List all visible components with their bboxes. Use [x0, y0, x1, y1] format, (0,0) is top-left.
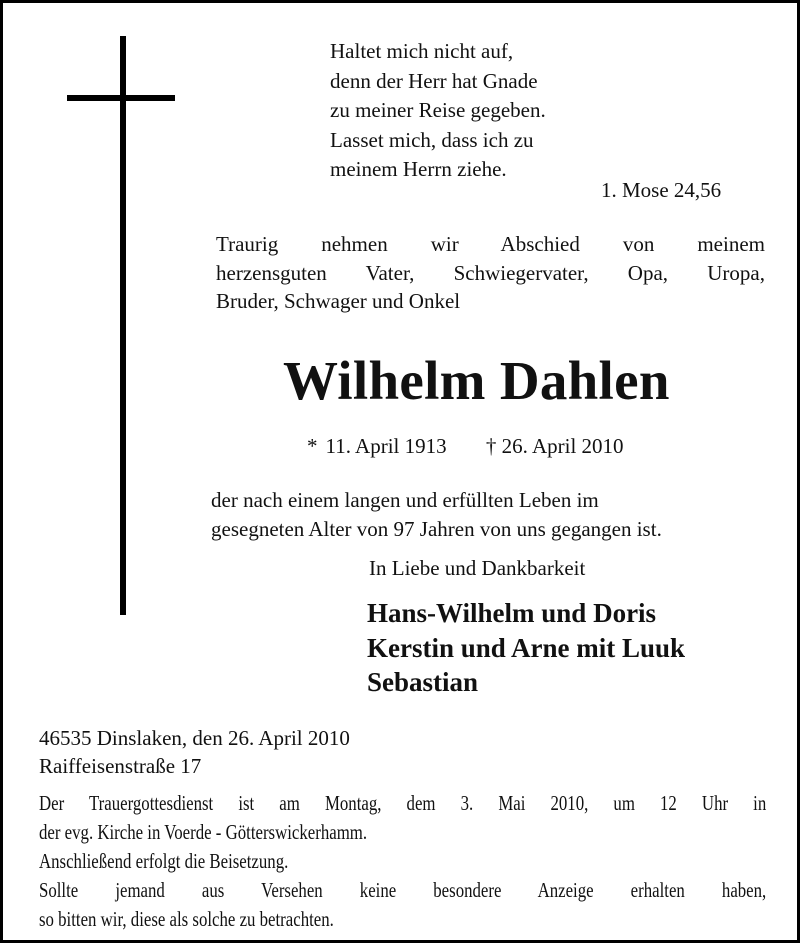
life-text [211, 486, 662, 543]
closing-phrase: In Liebe und Dankbarkeit [369, 556, 586, 580]
verse-line: Lasset mich, dass ich zu [330, 127, 534, 152]
cross-horizontal-bar [67, 95, 175, 101]
verse-reference: 1. Mose 24,56 [601, 178, 722, 202]
death-date: 26. April 2010 [501, 434, 624, 458]
address-block [39, 724, 350, 780]
birth-date: 11. April 1913 [325, 434, 447, 458]
bible-verse [330, 37, 546, 185]
service-info [39, 789, 766, 934]
intro-line: Bruder, Schwager und Onkel [216, 289, 461, 313]
cross-vertical-bar [120, 36, 126, 615]
place-date: 46535 Dinslaken, den 26. April 2010 [39, 726, 350, 750]
mourner-line: Hans-Wilhelm und Doris [367, 598, 657, 628]
service-line: Sollte jemand aus Versehen keine besondere Anzeige erhalten haben, [39, 878, 767, 902]
verse-line: zu meiner Reise gegeben. [330, 98, 546, 122]
birth [307, 434, 452, 458]
birth-star-icon: * [307, 434, 318, 458]
mourner-line: Kerstin und Arne mit Luuk [367, 632, 686, 663]
verse-line: meinem Herrn ziehe. [330, 157, 507, 181]
intro-line: herzensguten Vater, Schwiegervater, Opa, Uropa, [216, 260, 765, 285]
verse-line: Haltet mich nicht auf, [330, 39, 514, 63]
verse-line: denn der Herr hat Gnade [330, 68, 538, 93]
street-address: Raiffeisenstraße 17 [39, 754, 202, 778]
intro-text [216, 230, 765, 316]
service-line: Der Trauergottesdienst ist am Montag, dem 3. Mai 2010, um 12 Uhr in [39, 791, 767, 815]
life-line: gesegneten Alter von 97 Jahren von uns gegangen ist. [211, 516, 662, 541]
mourner-line: Sebastian [367, 667, 479, 697]
death-dagger-icon: † [485, 434, 497, 458]
mourner-names [367, 596, 685, 700]
life-line: der nach einem langen und erfüllten Leben im [211, 488, 599, 512]
service-line: so bitten wir, diese als solche zu betrachten. [39, 907, 334, 931]
intro-line: Traurig nehmen wir Abschied von meinem [216, 232, 765, 256]
life-dates [307, 432, 624, 461]
service-line: Anschließend erfolgt die Beisetzung. [39, 849, 289, 873]
service-line: der evg. Kirche in Voerde - Götterswickerhamm. [39, 820, 368, 844]
death [486, 434, 624, 458]
deceased-name: Wilhelm Dahlen [283, 350, 670, 411]
